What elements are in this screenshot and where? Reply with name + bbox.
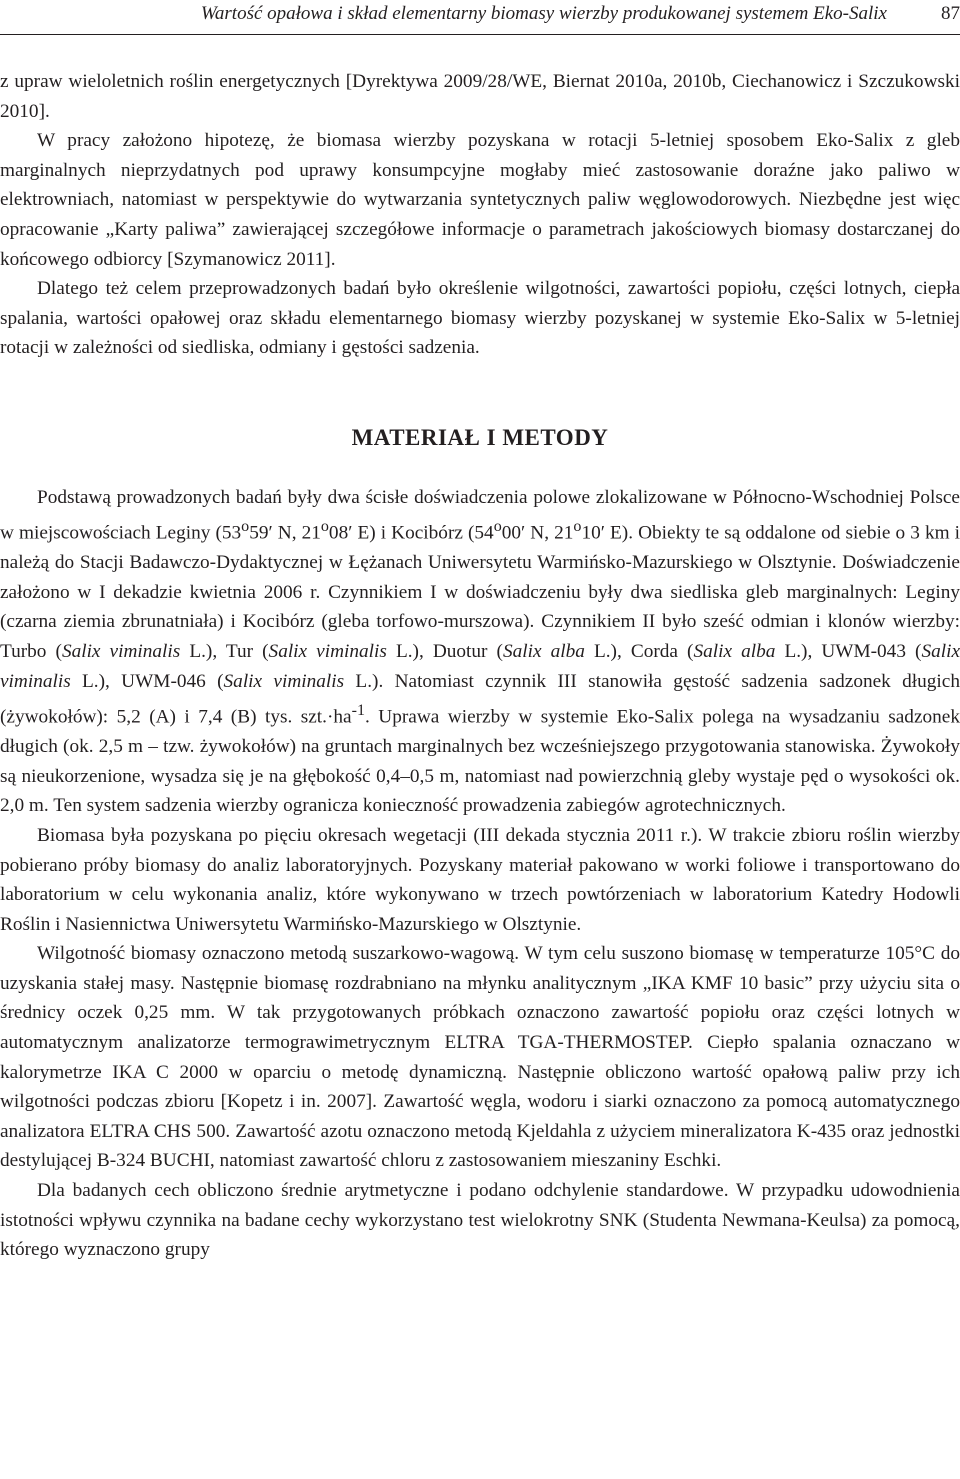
- section-heading: MATERIAŁ I METODY: [351, 424, 609, 450]
- exponent-superscript: -1: [351, 702, 366, 720]
- species-name: Salix viminalis: [268, 640, 387, 662]
- methods-paragraph-statistics: Dla badanych cech obliczono średnie arytmetyczne i podano odchylenie standardowe. W przypadku udowodnienia istotności wpływu czynnika na badane cechy wykorzystano test wielokrotny SNK (Studenta Newmana-Keulsa) za pomocą, którego wyznaczono grupy: [0, 1180, 960, 1261]
- section-spacer: [0, 453, 960, 483]
- text-span: L.), Duotur (: [386, 640, 503, 662]
- degree-superscript: o: [241, 518, 250, 536]
- page-number: 87: [941, 3, 960, 24]
- methods-paragraph-analysis: Wilgotność biomasy oznaczono metodą suszarkowo-wagową. W tym celu suszono biomasę w temperaturze 105°C do uzyskania stałej masy. Następnie biomasę rozdrabniano na młynku analitycznym „IKA KMF 10 basic” przy użyciu sita o średnicy oczek 0,25 mm. W tak przygotowanych próbkach oznaczono zawartość popiołu oraz części lotnych w automatycznym analizatorze termograwimetrycznym ELTRA TGA-THERMOSTEP. Ciepło spalania oznaczano w kalorymetrze IKA C 2000 w oparciu o metodę dynamiczną. Następnie obliczono wartość opałową paliw przy ich wilgotności podczas zbioru [Kopetz i in. 2007]. Zawartość węgla, wodoru i siarki oznaczono za pomocą automatycznego analizatora ELTRA CHS 500. Zawartość azotu oznaczono metodą Kjeldahla z użyciem mineralizatora K-435 oraz jednostki destylującej B-324 BUCHI, natomiast zawartość chloru z zastosowaniem mieszaniny Eschki.: [0, 943, 960, 1172]
- text-span: 59′ N, 21: [249, 522, 321, 544]
- methods-paragraph-sampling: Biomasa była pozyskana po pięciu okresach wegetacji (III dekada stycznia 2011 r.). W trakcie zbioru roślin wierzby pobierano próby biomasy do analiz laboratoryjnych. Pozyskany materiał pakowano w worki foliowe i transportowano do laboratorium w celu wykonania analiz, które wykonywano w trzech powtórzeniach w laboratorium Katedry Hodowli Roślin i Nasiennictwa Uniwersytetu Warmińsko-Mazurskiego w Olsztynie.: [0, 824, 960, 935]
- methods-paragraph-experiment: [0, 483, 960, 821]
- text-span: 10′ E). Obiekty te są oddalone od siebie o 3 km i należą do Stacji Badawczo-Dydaktycznej w Łężanach Uniwersytetu Warmińsko-Mazurskiego w Olsztynie. Doświadczenie założono w I dekadzie kwietnia 2006 r. Czynnikiem I w doświadczeniu były dwa siedliska gleb marginalnych: Leginy (czarna ziemia zbrunatniała) i Kocibórz (gleba torfowo-murszowa). Czynnikiem II było sześć odmian i klonów wierzby: Turbo (: [0, 522, 960, 662]
- species-name: Salix viminalis: [223, 670, 345, 692]
- species-name: Salix viminalis: [0, 640, 960, 692]
- intro-paragraph-aim: Dlatego też celem przeprowadzonych badań było określenie wilgotności, zawartości popiołu, części lotnych, ciepła spalania, wartości opałowej oraz składu elementarnego biomasy wierzby pozyskanej w systemie Eko-Salix w 5-letniej rotacji w zależności od siedliska, odmiany i gęstości sadzenia.: [0, 278, 960, 359]
- text-span: L.), Corda (: [584, 640, 694, 662]
- page-header: [0, 0, 960, 34]
- text-span: L.), UWM-046 (: [70, 670, 224, 692]
- species-name: Salix viminalis: [61, 640, 181, 662]
- page-body: [0, 67, 960, 1265]
- degree-superscript: o: [493, 518, 502, 536]
- species-name: Salix alba: [693, 640, 776, 662]
- text-span: L.), Tur (: [180, 640, 269, 662]
- text-span: 00′ N, 21: [501, 522, 574, 544]
- text-span: . Uprawa wierzby w systemie Eko-Salix polega na wysadzaniu sadzonek długich (ok. 2,5 m – tzw. żywokołów) na gruntach marginalnych bez wcześniejszego przygotowania stanowiska. Żywokoły są nieukorzenione, wysadza się je na głębokość 0,4–0,5 m, natomiast nad powierzchnią gleby wystaje pęd o wysokości ok. 2,0 m. Ten system sadzenia wierzby ogranicza konieczność prowadzenia zabiegów agrotechnicznych.: [0, 706, 960, 817]
- section-spacer: [0, 363, 960, 423]
- species-name: Salix alba: [502, 640, 585, 662]
- header-rule: [0, 34, 960, 35]
- running-head: Wartość opałowa i skład elementarny biomasy wierzby produkowanej systemem Eko-Salix: [200, 3, 887, 24]
- degree-superscript: o: [573, 518, 582, 536]
- degree-superscript: o: [320, 518, 329, 536]
- text-span: L.), UWM-043 (: [775, 640, 922, 662]
- intro-continuation: z upraw wieloletnich roślin energetycznych [Dyrektywa 2009/28/WE, Biernat 2010a, 2010b, Ciechanowicz i Szczukowski 2010].: [0, 71, 960, 122]
- intro-paragraph-hypothesis: W pracy założono hipotezę, że biomasa wierzby pozyskana w rotacji 5-letniej sposobem Eko-Salix z gleb marginalnych nieprzydatnych pod uprawy konsumpcyjne mogłaby mieć zastosowanie doraźne jako paliwo w elektrowniach, natomiast w perspektywie do wytwarzania syntetycznych paliw węglowodorowych. Niezbędne jest więc opracowanie „Karty paliwa” zawierającej szczegółowe informacje o parametrach jakościowych biomasy dostarczanej do końcowego odbiorcy [Szymanowicz 2011].: [0, 130, 960, 270]
- text-span: Podstawą prowadzonych badań były dwa ścisłe doświadczenia polowe zlokalizowane w Północno-Wschodniej Polsce w miejscowościach Leginy (53: [0, 486, 960, 544]
- text-span: L.). Natomiast czynnik III stanowiła gęstość sadzenia sadzonek długich (żywokołów): 5,2 (A) i 7,4 (B) tys. szt.·ha: [0, 670, 960, 728]
- text-span: 08′ E) i Kocibórz (54: [328, 522, 494, 544]
